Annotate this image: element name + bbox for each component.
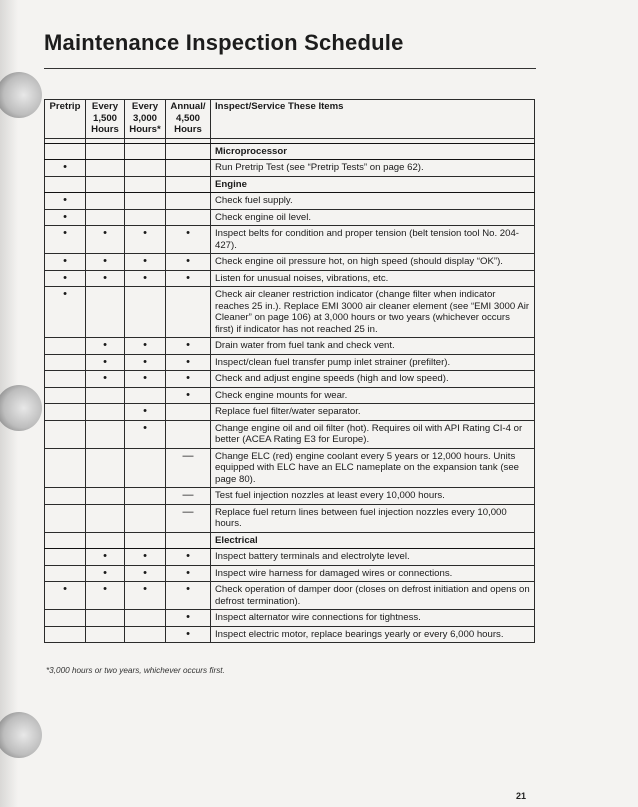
footnote: *3,000 hours or two years, whichever occurs first. <box>46 666 225 675</box>
interval-mark <box>125 504 166 532</box>
table-row <box>45 420 535 448</box>
interval-mark: • <box>166 270 211 287</box>
interval-mark <box>166 287 211 338</box>
interval-mark: • <box>166 338 211 355</box>
interval-mark <box>86 488 125 505</box>
item-description: Check operation of damper door (closes on defrost initiation and opens on defrost termination). <box>211 582 535 610</box>
interval-mark: • <box>125 420 166 448</box>
interval-mark: • <box>125 582 166 610</box>
interval-mark: • <box>125 338 166 355</box>
interval-mark: • <box>86 254 125 271</box>
interval-mark <box>125 209 166 226</box>
interval-mark: • <box>166 610 211 627</box>
section-row-engine <box>45 176 535 193</box>
interval-mark: • <box>45 209 86 226</box>
table-row <box>45 270 535 287</box>
item-description: Drain water from fuel tank and check vent. <box>211 338 535 355</box>
table-row <box>45 371 535 388</box>
interval-mark <box>125 287 166 338</box>
table-row <box>45 354 535 371</box>
interval-mark: — <box>166 488 211 505</box>
item-description: Check engine mounts for wear. <box>211 387 535 404</box>
interval-mark: • <box>86 371 125 388</box>
interval-mark <box>125 160 166 177</box>
interval-mark <box>45 565 86 582</box>
interval-mark <box>125 193 166 210</box>
interval-mark: • <box>86 338 125 355</box>
interval-mark <box>45 504 86 532</box>
interval-mark: • <box>86 226 125 254</box>
interval-mark: • <box>125 549 166 566</box>
interval-mark <box>45 488 86 505</box>
table-row <box>45 626 535 643</box>
item-description: Inspect electric motor, replace bearings yearly or every 6,000 hours. <box>211 626 535 643</box>
interval-mark: • <box>166 354 211 371</box>
interval-mark <box>45 338 86 355</box>
table-row <box>45 582 535 610</box>
interval-mark: • <box>86 582 125 610</box>
interval-mark: — <box>166 504 211 532</box>
table-row <box>45 488 535 505</box>
item-description: Change ELC (red) engine coolant every 5 years or 12,000 hours. Units equipped with ELC have an ELC nameplate on the expansion tank (see page 80). <box>211 448 535 488</box>
item-description: Check engine oil pressure hot, on high speed (should display “OK”). <box>211 254 535 271</box>
page-number: 21 <box>516 791 527 801</box>
item-description: Listen for unusual noises, vibrations, etc. <box>211 270 535 287</box>
section-label: Electrical <box>211 532 535 549</box>
item-description: Test fuel injection nozzles at least every 10,000 hours. <box>211 488 535 505</box>
interval-mark <box>125 448 166 488</box>
table-row <box>45 254 535 271</box>
table-row <box>45 404 535 421</box>
interval-mark <box>166 209 211 226</box>
item-description: Inspect belts for condition and proper tension (belt tension tool No. 204-427). <box>211 226 535 254</box>
header-every-1500: Every 1,500 Hours <box>86 100 125 139</box>
interval-mark: • <box>125 371 166 388</box>
interval-mark: — <box>166 448 211 488</box>
interval-mark: • <box>45 193 86 210</box>
interval-mark: • <box>125 270 166 287</box>
item-description: Replace fuel filter/water separator. <box>211 404 535 421</box>
interval-mark: • <box>45 226 86 254</box>
interval-mark <box>86 626 125 643</box>
interval-mark: • <box>86 549 125 566</box>
binder-hole-top <box>0 72 42 118</box>
table-row <box>45 193 535 210</box>
interval-mark <box>86 610 125 627</box>
interval-mark: • <box>166 371 211 388</box>
interval-mark <box>125 387 166 404</box>
header-annual: Annual/ 4,500 Hours <box>166 100 211 139</box>
maintenance-schedule-table <box>44 99 535 643</box>
binder-hole-middle <box>0 385 42 431</box>
interval-mark <box>45 371 86 388</box>
table-row <box>45 160 535 177</box>
table-row <box>45 610 535 627</box>
header-every-3000: Every 3,000 Hours* <box>125 100 166 139</box>
interval-mark <box>45 549 86 566</box>
interval-mark <box>45 610 86 627</box>
interval-mark: • <box>125 565 166 582</box>
interval-mark <box>86 193 125 210</box>
interval-mark: • <box>166 387 211 404</box>
interval-mark: • <box>125 354 166 371</box>
interval-mark: • <box>125 254 166 271</box>
interval-mark <box>45 354 86 371</box>
section-label: Engine <box>211 176 535 193</box>
interval-mark <box>86 209 125 226</box>
item-description: Check air cleaner restriction indicator (change filter when indicator reaches 25 in.). Replace EMI 3000 air cleaner element (see “EMI 3000 Air Cleaner” on page 106) at 3,000 hours or two years (whichever occurs first) if indicator has not reached 25 in. <box>211 287 535 338</box>
interval-mark <box>166 160 211 177</box>
interval-mark <box>86 448 125 488</box>
table-header-row <box>45 100 535 139</box>
interval-mark <box>45 420 86 448</box>
interval-mark: • <box>86 354 125 371</box>
schedule-body <box>45 143 535 643</box>
interval-mark: • <box>166 565 211 582</box>
interval-mark: • <box>166 226 211 254</box>
table-row <box>45 504 535 532</box>
interval-mark <box>166 420 211 448</box>
interval-mark <box>166 193 211 210</box>
item-description: Inspect alternator wire connections for tightness. <box>211 610 535 627</box>
interval-mark: • <box>125 404 166 421</box>
table-row <box>45 209 535 226</box>
header-pretrip: Pretrip <box>45 100 86 139</box>
interval-mark <box>125 488 166 505</box>
interval-mark: • <box>45 287 86 338</box>
table-row <box>45 565 535 582</box>
interval-mark: • <box>45 582 86 610</box>
interval-mark <box>45 404 86 421</box>
table-row <box>45 287 535 338</box>
table-row <box>45 549 535 566</box>
interval-mark <box>86 160 125 177</box>
interval-mark <box>86 504 125 532</box>
interval-mark: • <box>45 254 86 271</box>
interval-mark: • <box>166 549 211 566</box>
interval-mark: • <box>45 270 86 287</box>
item-description: Inspect battery terminals and electrolyte level. <box>211 549 535 566</box>
table-row <box>45 448 535 488</box>
interval-mark <box>45 626 86 643</box>
interval-mark <box>86 420 125 448</box>
item-description: Check and adjust engine speeds (high and low speed). <box>211 371 535 388</box>
interval-mark <box>86 287 125 338</box>
interval-mark: • <box>166 254 211 271</box>
item-description: Check fuel supply. <box>211 193 535 210</box>
interval-mark: • <box>166 626 211 643</box>
section-row-microprocessor <box>45 143 535 160</box>
interval-mark <box>125 610 166 627</box>
interval-mark: • <box>86 270 125 287</box>
item-description: Replace fuel return lines between fuel injection nozzles every 10,000 hours. <box>211 504 535 532</box>
interval-mark: • <box>125 226 166 254</box>
item-description: Check engine oil level. <box>211 209 535 226</box>
interval-mark <box>45 448 86 488</box>
interval-mark: • <box>166 582 211 610</box>
interval-mark <box>86 404 125 421</box>
header-items: Inspect/Service These Items <box>211 100 535 139</box>
section-label: Microprocessor <box>211 143 535 160</box>
interval-mark <box>45 387 86 404</box>
interval-mark <box>166 404 211 421</box>
binder-hole-bottom <box>0 712 42 758</box>
interval-mark: • <box>45 160 86 177</box>
section-row-electrical <box>45 532 535 549</box>
item-description: Inspect wire harness for damaged wires or connections. <box>211 565 535 582</box>
item-description: Change engine oil and oil filter (hot). Requires oil with API Rating CI-4 or better (ACEA Rating E3 for Europe). <box>211 420 535 448</box>
interval-mark <box>86 387 125 404</box>
interval-mark: • <box>86 565 125 582</box>
item-description: Run Pretrip Test (see “Pretrip Tests” on page 62). <box>211 160 535 177</box>
table-row <box>45 226 535 254</box>
interval-mark <box>125 626 166 643</box>
table-row <box>45 387 535 404</box>
title-rule <box>44 68 536 69</box>
item-description: Inspect/clean fuel transfer pump inlet strainer (prefilter). <box>211 354 535 371</box>
page-title: Maintenance Inspection Schedule <box>44 30 404 55</box>
table-row <box>45 338 535 355</box>
